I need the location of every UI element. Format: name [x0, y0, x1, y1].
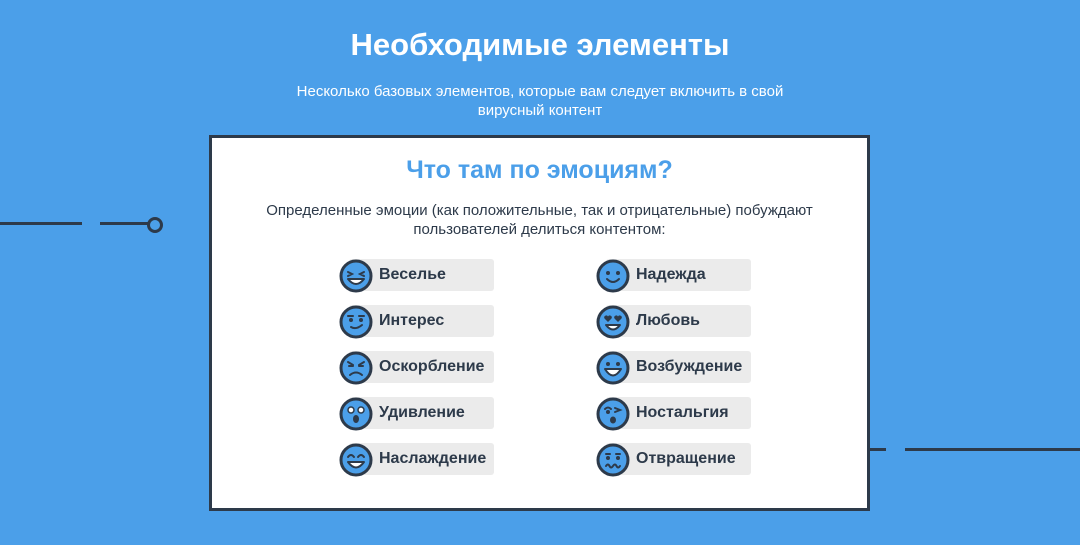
winking-face-icon [596, 397, 630, 431]
emotion-label: Ностальгия [636, 404, 729, 421]
emotion-item-nostalgia [596, 397, 751, 429]
emotion-label: Наслаждение [379, 450, 487, 467]
smiling-face-icon [596, 259, 630, 293]
emotion-item-offense [339, 351, 494, 383]
emotion-label: Веселье [379, 266, 446, 283]
heart-eyes-face-icon [596, 305, 630, 339]
grinning-face-icon [339, 443, 373, 477]
emotion-label: Надежда [636, 266, 706, 283]
laughing-face-icon [339, 259, 373, 293]
emotion-item-hope [596, 259, 751, 291]
emotion-label: Возбуждение [636, 358, 743, 375]
surprised-face-icon [339, 397, 373, 431]
offended-face-icon [339, 351, 373, 385]
emotion-item-disgust [596, 443, 751, 475]
right-connector-line-2 [905, 448, 1080, 451]
emotion-label: Любовь [636, 312, 701, 329]
emotions-card [209, 135, 870, 511]
page-subtitle: Несколько базовых элементов, которые вам следует включить в свой вирусный контент [296, 83, 784, 119]
emotion-item-fun [339, 259, 494, 291]
emotion-item-surprise [339, 397, 494, 429]
page-title: Необходимые элементы [350, 27, 730, 62]
emotion-label: Оскорбление [379, 358, 485, 375]
left-connector-node [147, 217, 163, 233]
card-description: Определенные эмоции (как положительные, так и отрицательные) побуждают пользователей делиться контентом: [266, 202, 813, 238]
left-connector-line-2 [100, 222, 148, 225]
emotion-label: Удивление [379, 404, 465, 421]
emotion-label: Отвращение [636, 450, 736, 467]
emotion-item-pleasure [339, 443, 494, 475]
emotion-item-interest [339, 305, 494, 337]
smirking-face-icon [339, 305, 373, 339]
left-connector-line [0, 222, 82, 225]
emotion-item-excitement [596, 351, 751, 383]
disgusted-face-icon [596, 443, 630, 477]
emotion-item-love [596, 305, 751, 337]
excited-face-icon [596, 351, 630, 385]
emotion-label: Интерес [379, 312, 445, 329]
card-title: Что там по эмоциям? [406, 156, 673, 184]
